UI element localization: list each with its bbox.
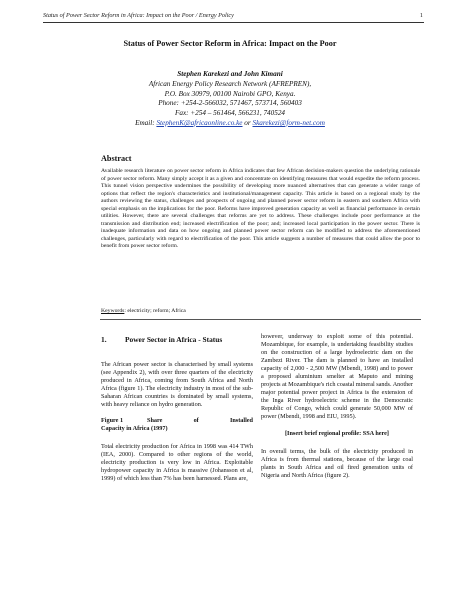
email-link-2[interactable]: Skarekezi@form-net.com bbox=[252, 118, 325, 127]
figure-caption-line-2: Capacity in Africa (1997) bbox=[101, 424, 168, 432]
header-rule bbox=[43, 22, 424, 23]
section-title: Power Sector in Africa - Status bbox=[125, 335, 223, 344]
figure-caption-line-1: Share of Installed bbox=[147, 416, 253, 424]
email-link-1[interactable]: StephenK@africaonline.co.ke bbox=[156, 118, 243, 127]
abstract-heading: Abstract bbox=[101, 154, 132, 163]
running-head-text: Status of Power Sector Reform in Africa: Impact on the Poor / Energy Policy bbox=[43, 12, 234, 19]
right-column bbox=[261, 333, 413, 488]
author-email-line bbox=[0, 119, 460, 129]
author-fax: Fax: +254 – 561464, 566231, 740524 bbox=[174, 109, 286, 118]
page-number: 1 bbox=[419, 12, 423, 19]
keywords-list: : electricity; reform; Africa bbox=[124, 308, 186, 314]
abstract-text: Available research literature on power sector reform in Africa indicates that few African decision-makers question the underlying rationale of power sector reform. Many simply accept it as a given and concentrate on identifying measures that would expedite the reform process. This tunnel vision perspective undermines the possibility of developing more nuanced alternatives that can generate a wider range of options that reflect the region's characteristics and institutional/management capacity. This article is based on a regional study by the authors reviewing the status, challenges and prospects of ongoing and planned power sector reform in eastern and southern Africa with special emphasis on the implications for the poor. Reforms have improved generation capacity as well as financial performance in certain utilities. However, there are several challenges that reforms are yet to address. These challenges include poor performance at the transmission and distribution end; increased electrification of the poor; and; increased local participation in the power sector. There is inadequate information and data on how ongoing and planned power sector reform can be modified to address the aforementioned challenges, particularly with regard to electrification of the poor. This article suggests a number of measures that could allow the poor to benefit from power sector reform. bbox=[101, 168, 420, 249]
left-paragraph-2: Total electricity production for Africa in 1998 was 414 TWh (IEA, 2000). Compared to other regions of the world, electricity production is very low in Africa. Exploitable hydropower capacity in Africa is massive (Johansson et al, 1999) of which less than 7% has been harnessed. Plans are, bbox=[101, 442, 253, 482]
paper-title: Status of Power Sector Reform in Africa: Impact on the Poor bbox=[123, 39, 337, 48]
figure-label: Figure 1 bbox=[101, 416, 124, 424]
section-number: 1. bbox=[101, 335, 107, 344]
keywords-line bbox=[101, 308, 186, 314]
section-divider bbox=[100, 319, 421, 320]
author-block bbox=[0, 70, 460, 129]
left-column bbox=[101, 335, 253, 491]
right-paragraph-1: however, underway to exploit some of this potential. Mozambique, for example, is undertaking feasibility studies on the construction of a large hydroelectric dam on the Zambezi River. The dam is planned to have an installed capacity of 2,000 - 2,500 MW (Mbendi, 1998) and to power a proposed aluminium smelter at Maputo and mining projects at Mozambique's rich coastal mineral sands. Another major potential power project in Africa is the extension of the Inga River hydroelectric scheme in the Democratic Republic of Congo, which could generate 50,000 MW of power (Mbendi, 1998 and EIU, 1995). bbox=[261, 333, 413, 421]
author-names: Stephen Karekezi and John Kimani bbox=[177, 70, 283, 78]
right-paragraph-2: In overall terms, the bulk of the electricity produced in Africa is from thermal stations, because of the large coal plants in South Africa and oil fired generation units of Nigeria and North Africa (figure 2). bbox=[261, 447, 413, 479]
author-affiliation: African Energy Policy Research Network (AFREPREN), bbox=[148, 79, 312, 88]
insert-placeholder-note: [Insert brief regional profile: SSA here] bbox=[285, 429, 389, 437]
email-label: Email: bbox=[135, 118, 155, 127]
left-paragraph-1: The African power sector is characterised by small systems (see Appendix 2), with over three quarters of the electricity produced in Africa, coming from South Africa and North Africa (figure 1). The electricity industry in most of the sub-Saharan African countries is dominated by small systems, with heavy reliance on hydro generation. bbox=[101, 360, 253, 408]
running-head bbox=[43, 12, 423, 19]
figure-caption bbox=[101, 417, 253, 433]
author-phone: Phone: +254-2-566032, 571467, 573714, 560403 bbox=[158, 99, 302, 108]
section-heading bbox=[101, 335, 253, 345]
email-or: or bbox=[244, 118, 251, 127]
author-address: P.O. Box 30979, 00100 Nairobi GPO, Kenya. bbox=[164, 89, 296, 98]
keywords-label: Keywords bbox=[101, 308, 125, 314]
